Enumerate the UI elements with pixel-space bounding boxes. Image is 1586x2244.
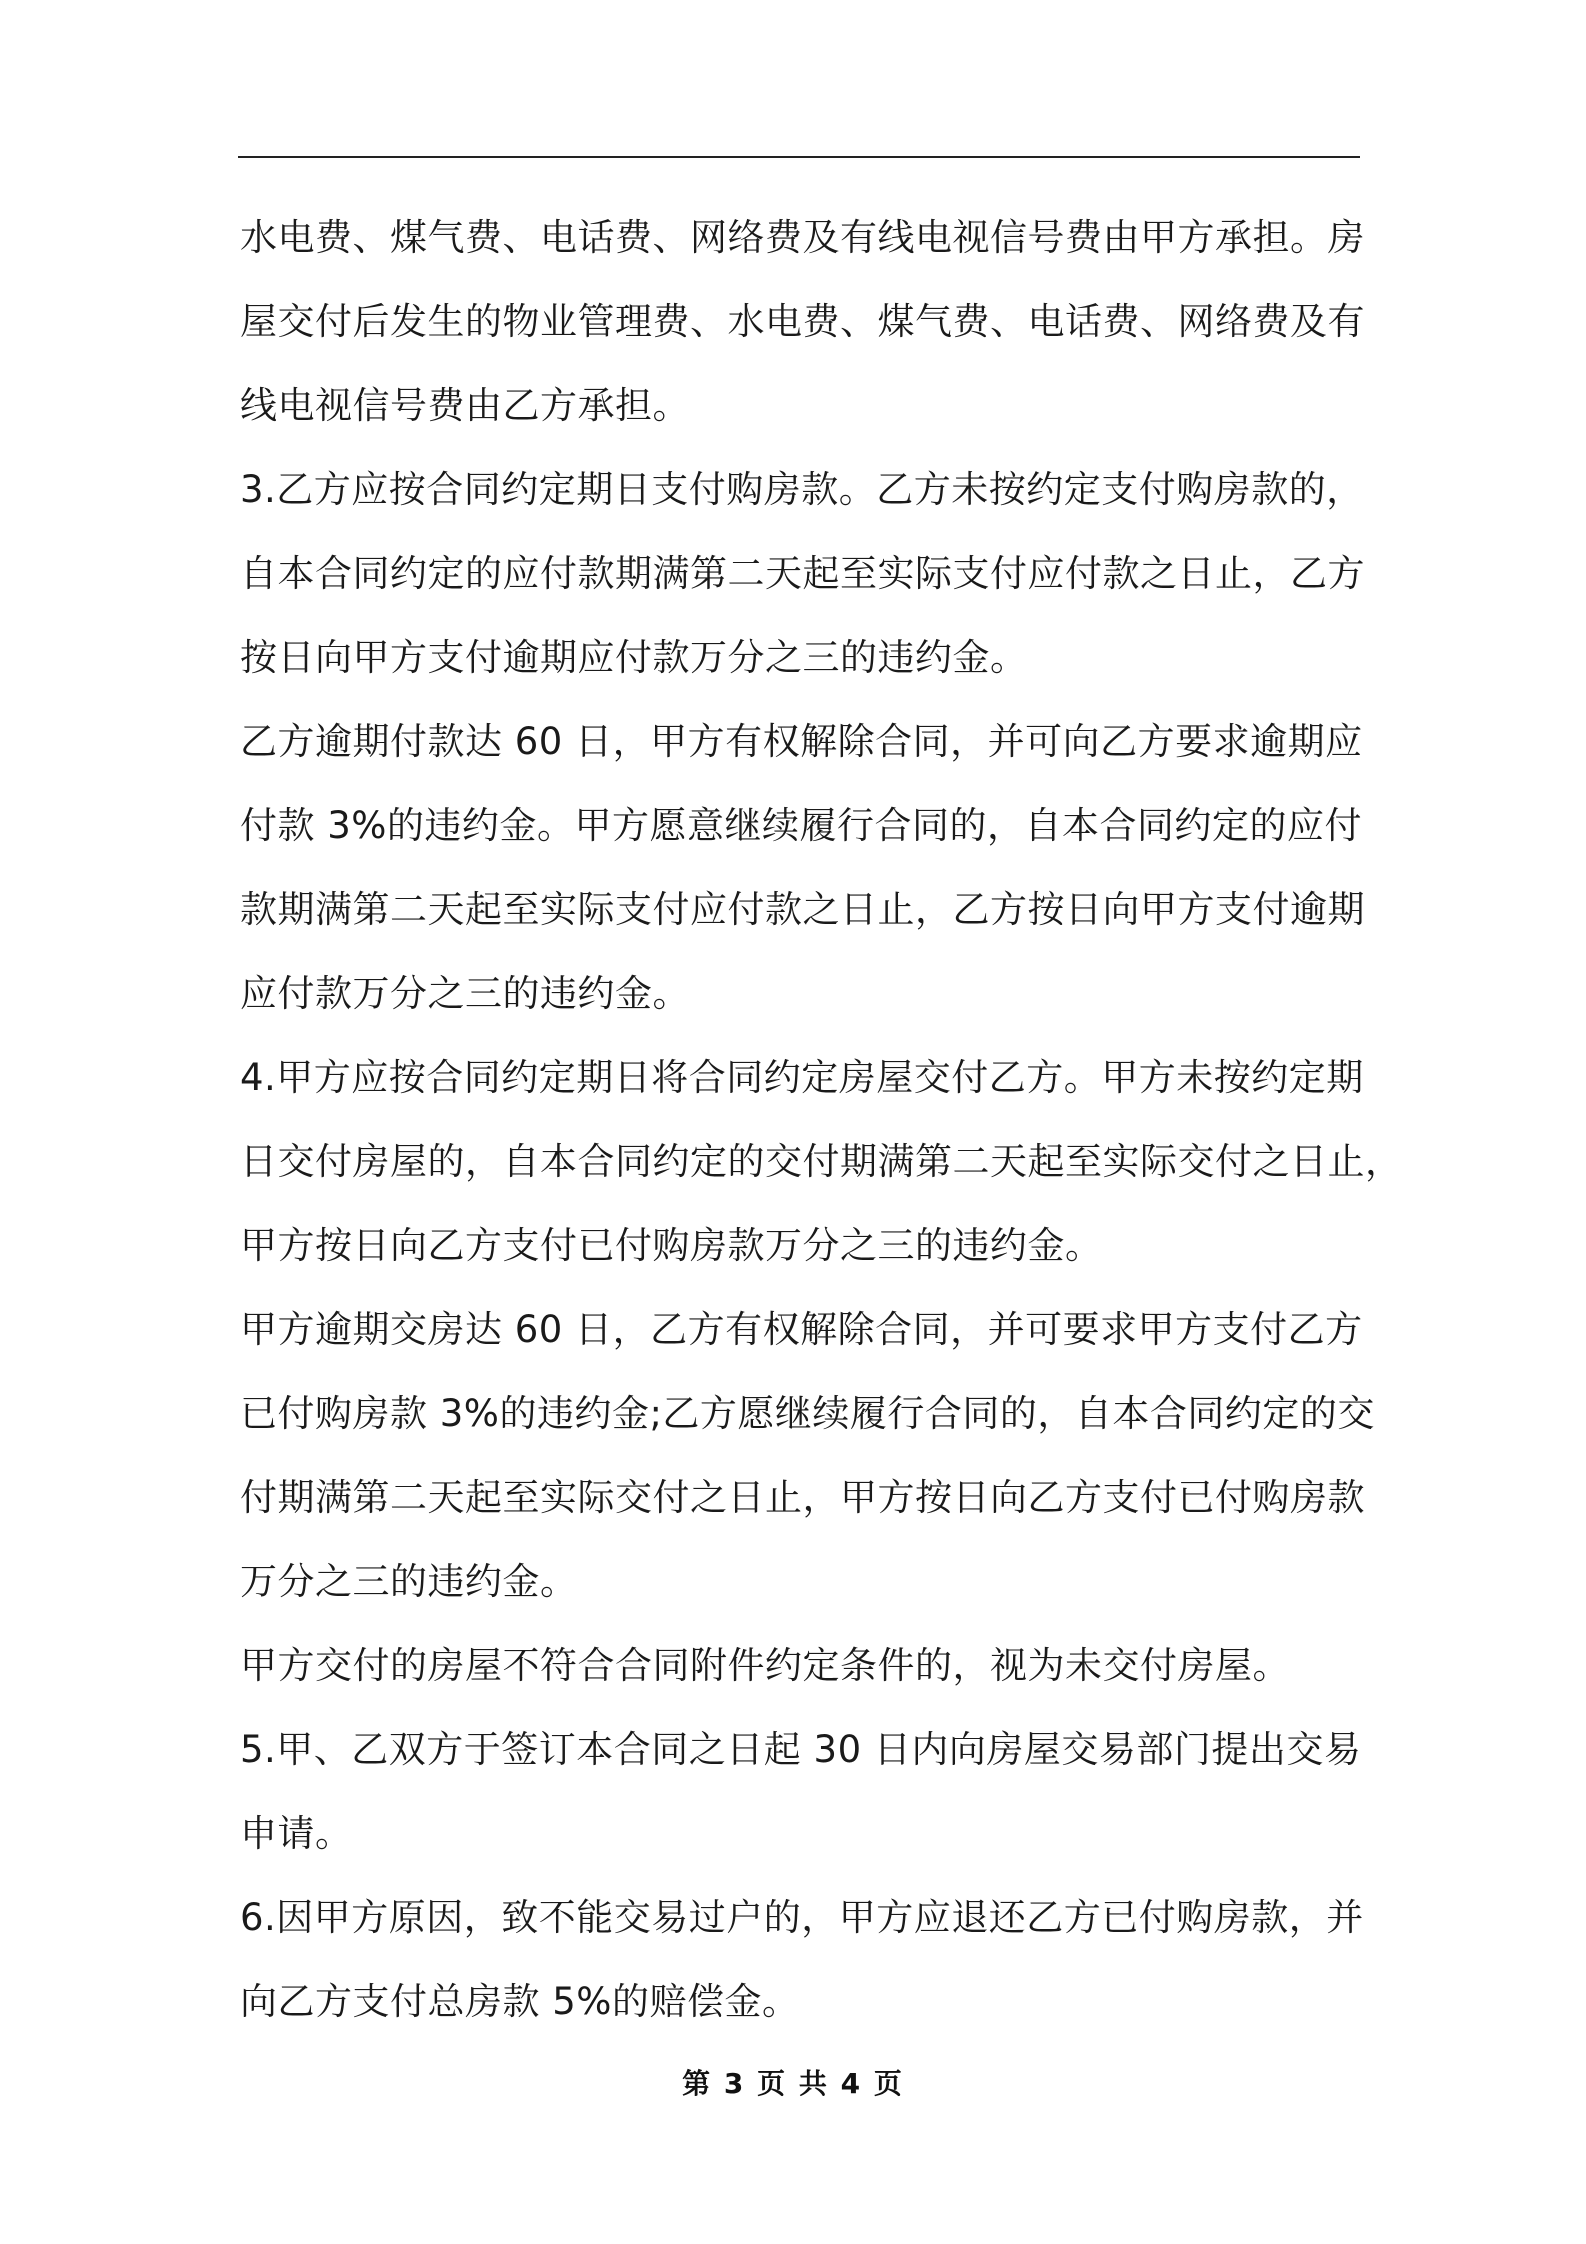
text-line: 已付购房款 3%的违约金;乙方愿继续履行合同的，自本合同约定的交: [240, 1392, 1375, 1435]
text-line: 款期满第二天起至实际支付应付款之日止，乙方按日向甲方支付逾期: [240, 888, 1365, 931]
header-rule: [238, 156, 1360, 158]
text-line: 4.甲方应按合同约定期日将合同约定房屋交付乙方。甲方未按约定期: [240, 1056, 1364, 1099]
text-line: 应付款万分之三的违约金。: [240, 972, 690, 1015]
text-line: 自本合同约定的应付款期满第二天起至实际支付应付款之日止，乙方: [240, 552, 1365, 595]
page-number: 第 3 页 共 4 页: [682, 2067, 904, 2100]
text-line: 6.因甲方原因，致不能交易过户的，甲方应退还乙方已付购房款，并: [240, 1896, 1364, 1939]
text-line: 甲方按日向乙方支付已付购房款万分之三的违约金。: [240, 1224, 1103, 1267]
text-line: 乙方逾期付款达 60 日，甲方有权解除合同，并可向乙方要求逾期应: [240, 720, 1363, 763]
text-line: 5.甲、乙双方于签订本合同之日起 30 日内向房屋交易部门提出交易: [240, 1728, 1362, 1771]
text-line: 屋交付后发生的物业管理费、水电费、煤气费、电话费、网络费及有: [240, 300, 1365, 343]
text-line: 付期满第二天起至实际交付之日止，甲方按日向乙方支付已付购房款: [240, 1476, 1365, 1519]
text-line: 按日向甲方支付逾期应付款万分之三的违约金。: [240, 636, 1028, 679]
text-line: 3.乙方应按合同约定期日支付购房款。乙方未按约定支付购房款的，: [240, 468, 1364, 511]
text-line: 甲方逾期交房达 60 日，乙方有权解除合同，并可要求甲方支付乙方: [240, 1308, 1363, 1351]
text-line: 线电视信号费由乙方承担。: [240, 384, 690, 427]
text-line: 水电费、煤气费、电话费、网络费及有线电视信号费由甲方承担。房: [240, 216, 1365, 259]
document-body: [240, 196, 1403, 2044]
text-line: 甲方交付的房屋不符合合同附件约定条件的，视为未交付房屋。: [240, 1644, 1290, 1687]
text-line: 向乙方支付总房款 5%的赔偿金。: [240, 1980, 800, 2023]
text-line: 日交付房屋的，自本合同约定的交付期满第二天起至实际交付之日止，: [240, 1140, 1403, 1183]
text-line: 万分之三的违约金。: [240, 1560, 578, 1603]
text-line: 申请。: [240, 1812, 353, 1855]
text-line: 付款 3%的违约金。甲方愿意继续履行合同的，自本合同约定的应付: [240, 804, 1362, 847]
